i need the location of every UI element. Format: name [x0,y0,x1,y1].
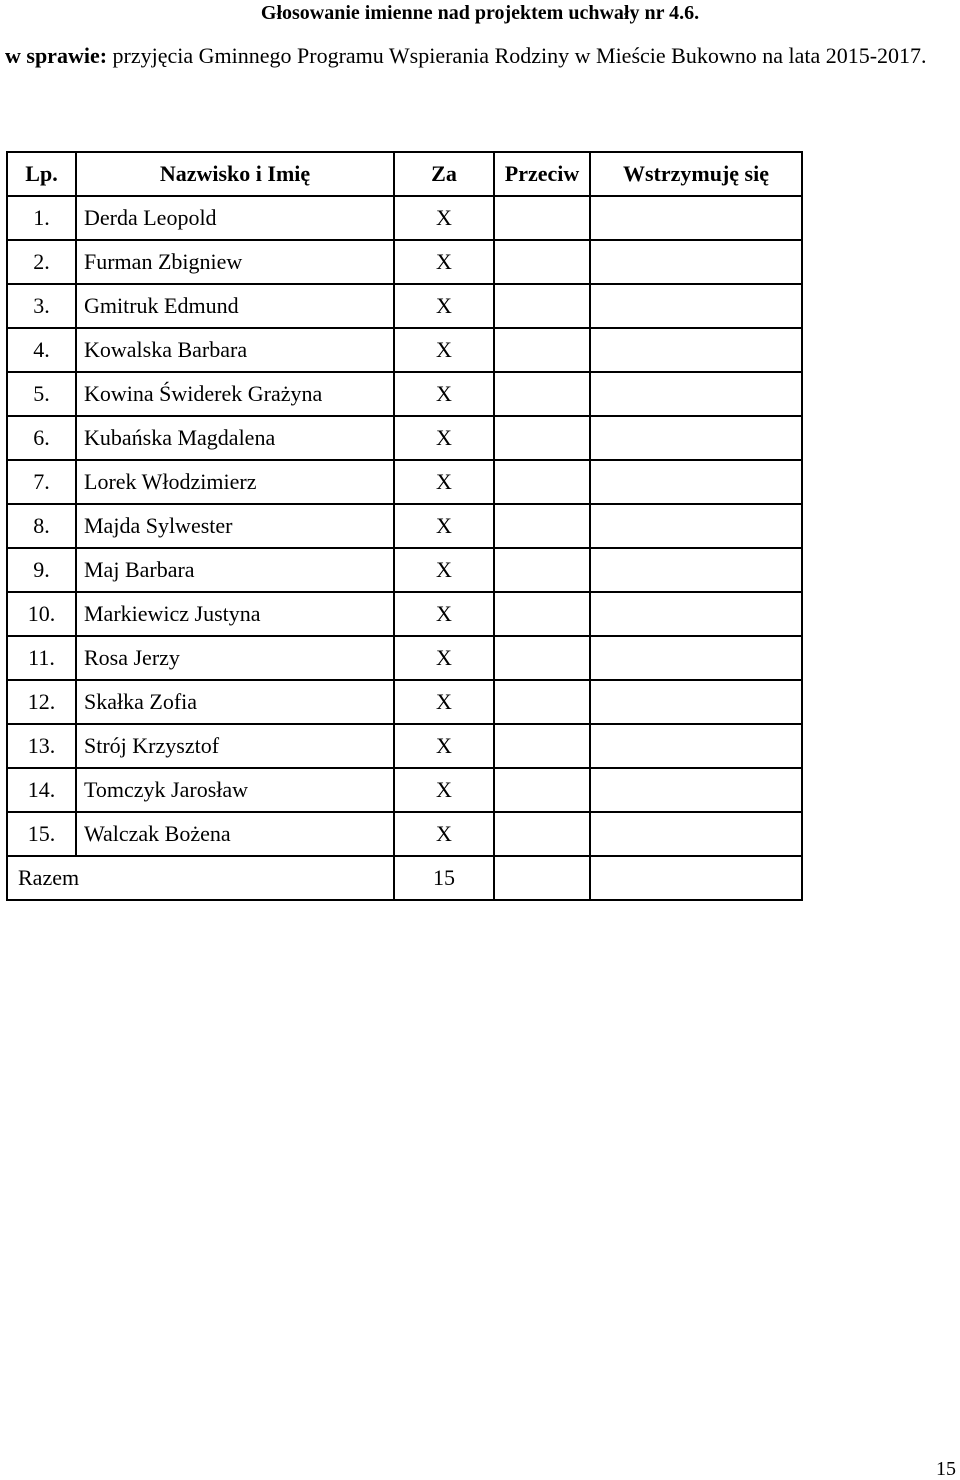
row-lp: 7. [7,460,76,504]
row-name: Kowalska Barbara [76,328,394,372]
row-wstrzymuje [590,680,802,724]
row-przeciw [494,460,590,504]
row-lp: 8. [7,504,76,548]
row-za: X [394,460,494,504]
total-za: 15 [394,856,494,900]
vote-table [6,151,803,901]
document-subject [5,41,945,70]
total-przeciw [494,856,590,900]
row-przeciw [494,416,590,460]
total-row [7,856,802,900]
table-row [7,372,802,416]
row-wstrzymuje [590,284,802,328]
row-przeciw [494,724,590,768]
row-za: X [394,372,494,416]
row-za: X [394,812,494,856]
total-wstrzymuje [590,856,802,900]
row-za: X [394,416,494,460]
row-za: X [394,680,494,724]
row-za: X [394,504,494,548]
row-name: Lorek Włodzimierz [76,460,394,504]
row-wstrzymuje [590,592,802,636]
row-przeciw [494,768,590,812]
row-przeciw [494,240,590,284]
subject-lead: w sprawie: [5,43,108,68]
row-name: Gmitruk Edmund [76,284,394,328]
row-wstrzymuje [590,548,802,592]
table-row [7,328,802,372]
row-lp: 4. [7,328,76,372]
row-przeciw [494,372,590,416]
row-wstrzymuje [590,240,802,284]
row-przeciw [494,328,590,372]
row-wstrzymuje [590,724,802,768]
table-row [7,724,802,768]
row-lp: 9. [7,548,76,592]
row-wstrzymuje [590,416,802,460]
row-name: Markiewicz Justyna [76,592,394,636]
row-przeciw [494,504,590,548]
row-name: Majda Sylwester [76,504,394,548]
row-lp: 11. [7,636,76,680]
header-wstrzymuje: Wstrzymuję się [590,152,802,196]
row-name: Maj Barbara [76,548,394,592]
row-lp: 5. [7,372,76,416]
vote-rows [7,196,802,856]
row-za: X [394,328,494,372]
page-number: 15 [936,1458,956,1480]
row-przeciw [494,548,590,592]
header-przeciw: Przeciw [494,152,590,196]
row-wstrzymuje [590,328,802,372]
row-wstrzymuje [590,812,802,856]
row-przeciw [494,196,590,240]
row-przeciw [494,636,590,680]
row-name: Rosa Jerzy [76,636,394,680]
row-za: X [394,636,494,680]
row-za: X [394,284,494,328]
row-wstrzymuje [590,636,802,680]
row-name: Tomczyk Jarosław [76,768,394,812]
row-name: Derda Leopold [76,196,394,240]
table-row [7,680,802,724]
table-row [7,284,802,328]
header-za: Za [394,152,494,196]
row-przeciw [494,680,590,724]
row-name: Kubańska Magdalena [76,416,394,460]
row-wstrzymuje [590,504,802,548]
row-wstrzymuje [590,372,802,416]
table-row [7,548,802,592]
row-lp: 14. [7,768,76,812]
row-za: X [394,724,494,768]
row-lp: 12. [7,680,76,724]
subject-text: przyjęcia Gminnego Programu Wspierania Rodziny w Mieście Bukowno na lata 2015-2017. [107,43,927,68]
table-row [7,812,802,856]
row-wstrzymuje [590,460,802,504]
header-row [7,152,802,196]
row-name: Walczak Bożena [76,812,394,856]
row-za: X [394,240,494,284]
row-przeciw [494,812,590,856]
table-row [7,416,802,460]
row-lp: 13. [7,724,76,768]
document-title: Głosowanie imienne nad projektem uchwały nr 4.6. [260,2,700,24]
total-label: Razem [7,856,394,900]
row-name: Furman Zbigniew [76,240,394,284]
row-przeciw [494,284,590,328]
table-row [7,196,802,240]
row-lp: 2. [7,240,76,284]
table-row [7,240,802,284]
row-lp: 10. [7,592,76,636]
row-lp: 3. [7,284,76,328]
row-za: X [394,548,494,592]
row-przeciw [494,592,590,636]
row-za: X [394,592,494,636]
row-lp: 15. [7,812,76,856]
header-lp: Lp. [7,152,76,196]
row-wstrzymuje [590,768,802,812]
table-row [7,768,802,812]
table-row [7,592,802,636]
row-name: Strój Krzysztof [76,724,394,768]
header-name: Nazwisko i Imię [76,152,394,196]
row-wstrzymuje [590,196,802,240]
row-name: Kowina Świderek Grażyna [76,372,394,416]
table-row [7,504,802,548]
row-name: Skałka Zofia [76,680,394,724]
row-lp: 1. [7,196,76,240]
row-za: X [394,768,494,812]
row-za: X [394,196,494,240]
table-row [7,460,802,504]
row-lp: 6. [7,416,76,460]
table-row [7,636,802,680]
